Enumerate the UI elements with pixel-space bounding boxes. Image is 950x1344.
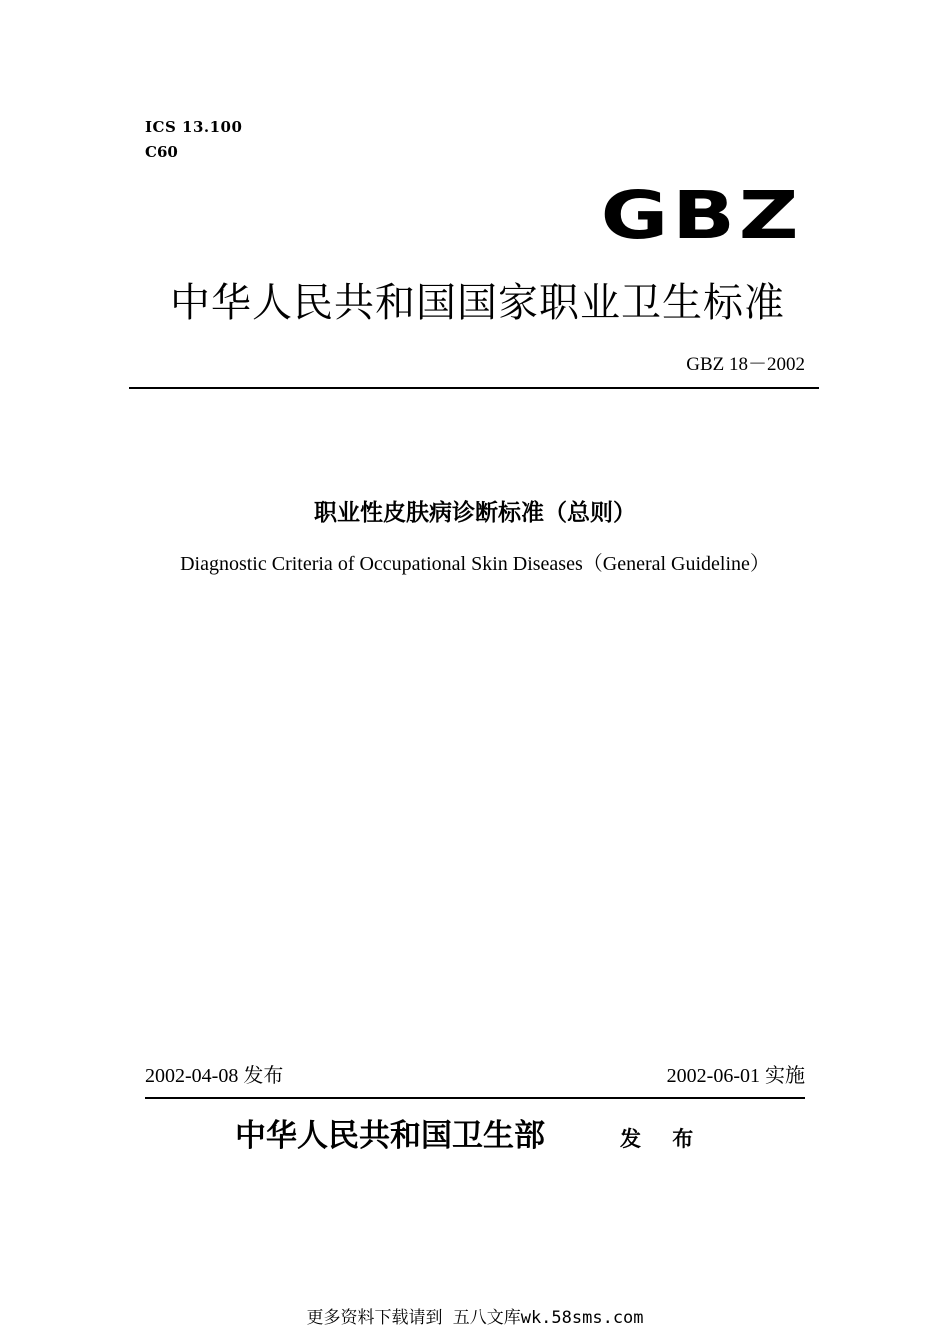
document-title-chinese: 职业性皮肤病诊断标准（总则） (314, 500, 636, 526)
issuing-authority: 中华人民共和国卫生部 (235, 1118, 545, 1154)
standard-number: GBZ 18－2002 (686, 354, 805, 375)
download-watermark: 更多资料下载请到 五八文库wk.58sms.com (306, 1308, 644, 1328)
document-title-english: Diagnostic Criteria of Occupational Skin Diseases（General Guideline） (180, 553, 770, 575)
gbz-logo: GBZ (600, 177, 802, 254)
classification-code: C60 (145, 143, 178, 161)
standard-category-heading: 中华人民共和国国家职业卫生标准 (170, 280, 785, 326)
publication-date: 2002-04-08 发布 (145, 1065, 284, 1087)
implementation-date: 2002-06-01 实施 (666, 1065, 805, 1087)
issue-label: 发 布 (620, 1127, 706, 1151)
footer-divider (145, 1097, 805, 1099)
header-divider (129, 387, 819, 389)
ics-code: ICS 13.100 (145, 118, 243, 136)
